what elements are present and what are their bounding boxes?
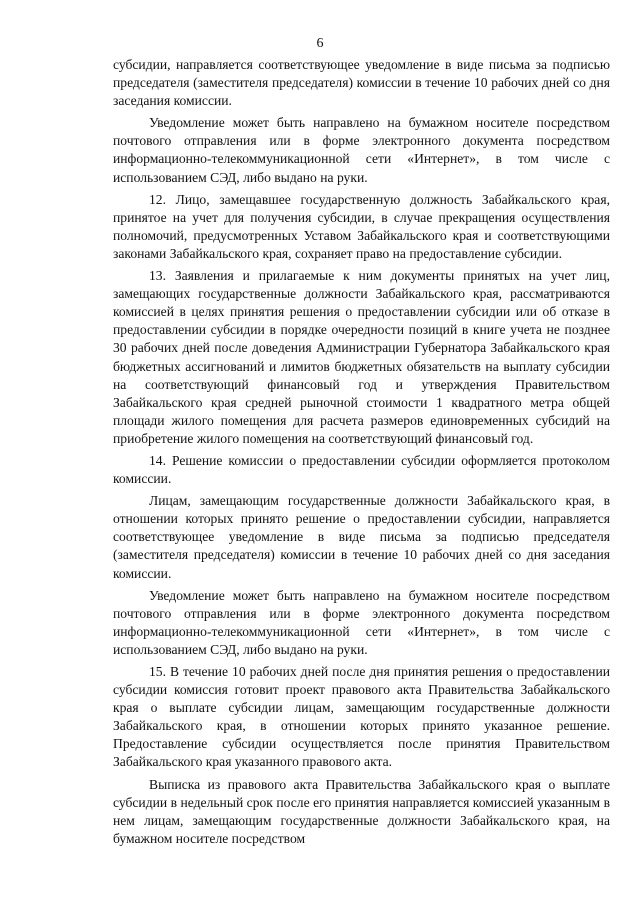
- paragraph-extract: Выписка из правового акта Правительства Забайкальского края о выплате субсидии в недельный срок после его принятия направляется комиссией указанным в нем лицам, замещающим государственные должности Забайкальского края, на бумажном носителе посредством: [113, 776, 610, 846]
- paragraph-clause-12: 12. Лицо, замещавшее государственную должность Забайкальского края, принятое на учет для получения субсидии, в случае прекращения осуществления полномочий, предусмотренных Уставом Забайкальского края и соответствующими законами Забайкальского края, сохраняет право на предоставление субсидии.: [113, 191, 610, 261]
- paragraph-subsidy-notice-continued: субсидии, направляется соответствующее уведомление в виде письма за подписью председателя (заместителя председателя) комиссии в течение 10 рабочих дней со дня заседания комиссии.: [113, 57, 610, 109]
- page-number: 6: [316, 36, 324, 51]
- paragraph-clause-15: 15. В течение 10 рабочих дней после дня принятия решения о предоставлении субсидии комиссия готовит проект правового акта Правительства Забайкальского края о выплате субсидии лицам, замещающим государственные должности Забайкальского края, в отношении которых принято указанное решение. Предоставление субсидии осуществляется после принятия Правительством Забайкальского края указанного правового акта.: [113, 664, 610, 770]
- paragraph-clause-14: 14. Решение комиссии о предоставлении субсидии оформляется протоколом комиссии.: [113, 452, 610, 487]
- document-body: [113, 56, 610, 848]
- paragraph-notification-delivery: Уведомление может быть направлено на бумажном носителе посредством почтового отправления или в форме электронного документа посредством информационно-телекоммуникационной сети «Интернет», в том числе с использованием СЭД, либо выдано на руки.: [113, 115, 610, 185]
- paragraph-clause-13: 13. Заявления и прилагаемые к ним документы принятых на учет лиц, замещающих государственные должности Забайкальского края, рассматриваются комиссией в целях принятия решения о предоставлении субсидии или об отказе в предоставлении субсидии в порядке очередности позиций в книге учета не позднее 30 рабочих дней после доведения Администрации Губернатора Забайкальского края бюджетных ассигнований и лимитов бюджетных обязательств на выплату субсидии на соответствующий финансовый год и утверждения Правительством Забайкальского края средней рыночной стоимости 1 квадратного метра общей площади жилого помещения для расчета размеров единовременных субсидий на приобретение жилого помещения на соответствующий финансовый год.: [113, 268, 610, 446]
- paragraph-notification-delivery-2: Уведомление может быть направлено на бумажном носителе посредством почтового отправления или в форме электронного документа посредством информационно-телекоммуникационной сети «Интернет», в том числе с использованием СЭД, либо выдано на руки.: [113, 587, 610, 657]
- paragraph-decision-notice: Лицам, замещающим государственные должности Забайкальского края, в отношении которых принято решение о предоставлении субсидии, направляется соответствующее уведомление в виде письма за подписью председателя (заместителя председателя) комиссии в течение 10 рабочих дней со дня заседания комиссии.: [113, 493, 610, 581]
